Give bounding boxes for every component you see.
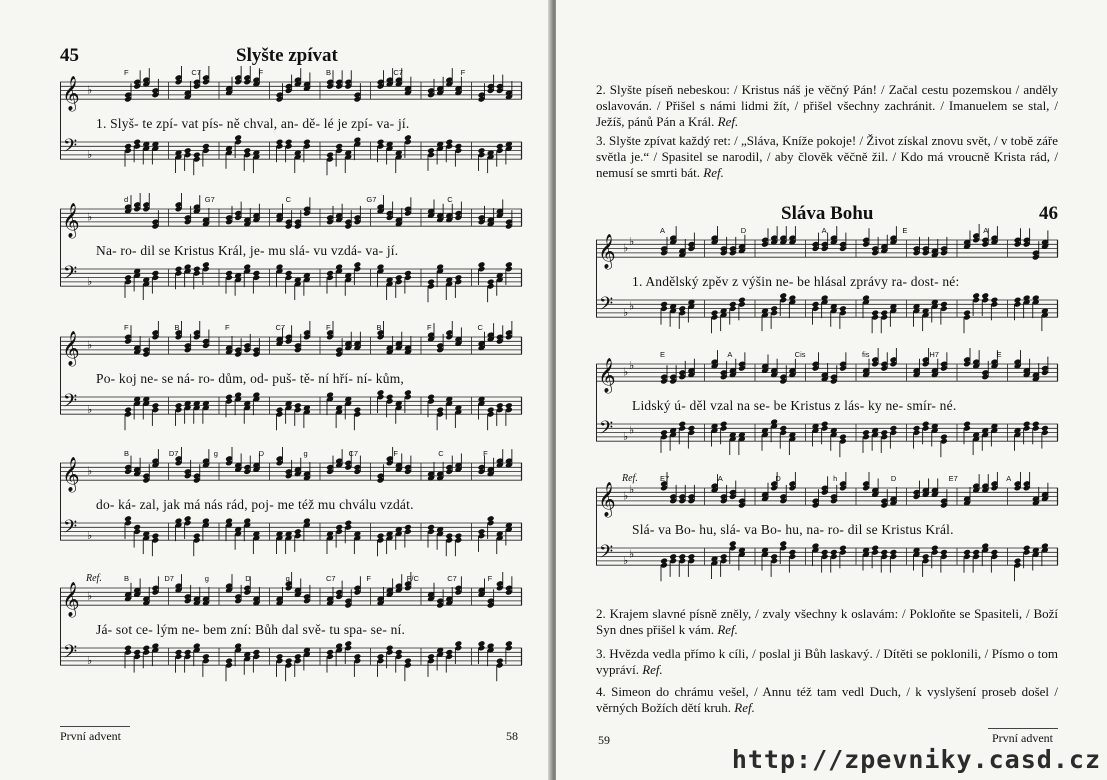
svg-text:♭: ♭ [623, 430, 629, 443]
chord-symbol: C7 [393, 68, 403, 77]
chord-symbol: B [376, 323, 382, 332]
svg-text:♭: ♭ [623, 554, 629, 567]
chord-symbol: F [427, 323, 432, 332]
right-page [556, 0, 1107, 780]
svg-text:♭: ♭ [87, 654, 93, 667]
song-number: 45 [60, 45, 79, 66]
music-system [596, 348, 1058, 470]
svg-text:♭: ♭ [87, 403, 93, 416]
bass-clef-icon: 𝄢 [63, 516, 78, 542]
verse: 2. Slyšte píseň nebeskou: / Kristus náš je věčný Pán! / Začal cestu pozemskou / anděly oslavován. / Přišel s námi lidmi žít, / přišel všechny zachránit. / Imanuelem se stal, / Ježíš, pánů Pán a Král. Ref. [596, 82, 1058, 129]
chord-symbol: F [326, 323, 331, 332]
footer-section: První advent [60, 729, 121, 743]
lyric-line: Na- ro- dil se Kristus Král, je- mu slá- vu vzdá- va- jí. [96, 243, 399, 258]
song-title: Sláva Bohu [781, 203, 874, 224]
treble-clef-icon: 𝄞 [62, 76, 80, 112]
bass-clef-icon: 𝄢 [599, 417, 614, 443]
chord-symbol: C7 [326, 574, 336, 583]
chord-symbol: H7 [929, 350, 939, 359]
page-number: 58 [506, 729, 518, 743]
svg-text:♭: ♭ [629, 484, 635, 497]
chord-symbol: E [996, 350, 1002, 359]
chord-symbol: E7 [660, 474, 670, 483]
chord-symbol: A [821, 226, 827, 235]
chord-symbol: B [124, 449, 130, 458]
chord-symbol: F [393, 449, 398, 458]
chord-symbol: B [174, 323, 180, 332]
watermark: http://zpevniky.casd.cz [731, 745, 1101, 774]
chord-symbol: g [285, 574, 290, 583]
chord-symbol: A [983, 226, 989, 235]
chord-symbol: D [775, 474, 781, 483]
treble-clef-icon: 𝄞 [598, 482, 616, 518]
bass-clef-icon: 𝄢 [599, 293, 614, 319]
lyric-line: 1. Slyš- te zpí- vat pís- ně chval, an- dě- lé je zpí- va- jí. [96, 116, 410, 131]
music-system [596, 224, 1058, 346]
svg-text:♭: ♭ [87, 465, 93, 478]
svg-text:♭: ♭ [87, 84, 93, 97]
chord-symbol: A [717, 474, 723, 483]
chord-symbol: g [204, 574, 209, 583]
chord-symbol: g [303, 449, 308, 458]
treble-clef-icon: 𝄞 [62, 582, 80, 618]
bass-clef-icon: 𝄢 [63, 262, 78, 288]
song-title: Slyšte zpívat [236, 45, 338, 66]
chord-symbol: C7 [447, 574, 457, 583]
music-system [60, 321, 522, 443]
svg-text:♭: ♭ [623, 242, 629, 255]
chord-symbol: B [326, 68, 332, 77]
chord-symbol: F [460, 68, 466, 77]
treble-clef-icon: 𝄞 [62, 203, 80, 239]
lyric-line: do- ká- zal, jak má nás rád, poj- me též mu chválu vzdát. [96, 497, 414, 512]
svg-text:♭: ♭ [629, 300, 635, 313]
svg-text:♭: ♭ [87, 211, 93, 224]
chord-symbol: D7 [168, 449, 179, 458]
chord-symbol: h [833, 474, 838, 483]
chord-symbol: C7 [275, 323, 286, 332]
chord-symbol: E [660, 350, 666, 359]
chord-symbol: G7 [204, 195, 215, 204]
chord-symbol: D7 [164, 574, 174, 583]
chord-symbol: Cis [794, 350, 806, 359]
lyric-line: Lidský ú- děl vzal na se- be Kristus z lás- ky ne- smír- né. [632, 398, 957, 413]
chord-symbol: A [727, 350, 733, 359]
treble-clef-icon: 𝄞 [598, 234, 616, 270]
chord-symbol: D [258, 449, 265, 458]
svg-text:♭: ♭ [623, 490, 629, 503]
verse: 3. Hvězda vedla přímo k cíli, / poslal ji Bůh laskavý. / Dítěti se poklonili, / Písmo o tom vypráví. Ref. [596, 646, 1058, 677]
chord-symbol: B [124, 574, 130, 583]
bass-clef-icon: 𝄢 [63, 641, 78, 667]
lyric-line: Po- koj ne- se ná- ro- dům, od- puš- tě- ní hří- ní- kům, [96, 371, 404, 386]
music-system [60, 447, 522, 569]
chord-symbol: C7 [191, 68, 201, 77]
verse: 2. Krajem slavné písně zněly, / zvaly všechny k oslavám: / Pokloňte se Spasiteli, / Boží Syn dnes přišel k vám. Ref. [596, 606, 1058, 637]
lyric-line: Slá- va Bo- hu, slá- va Bo- hu, na- ro- dil se Kristus Král. [632, 522, 954, 537]
song-number: 46 [1039, 203, 1058, 224]
bass-clef-icon: 𝄢 [63, 135, 78, 161]
treble-clef-icon: 𝄞 [598, 358, 616, 394]
svg-text:♭: ♭ [87, 590, 93, 603]
lyric-line: Já- sot ce- lým ne- bem zní: Bůh dal svě- tu spa- se- ní. [96, 622, 406, 637]
chord-symbol: F [124, 68, 129, 77]
bass-clef-icon: 𝄢 [599, 541, 614, 567]
chord-symbol: E7 [948, 474, 958, 483]
music-system [60, 193, 522, 315]
svg-text:♭: ♭ [87, 148, 93, 161]
refrain-mark: Ref. [86, 573, 102, 584]
chord-symbol: C [477, 323, 483, 332]
chord-symbol: E [902, 226, 908, 235]
chord-symbol: A [660, 226, 666, 235]
chord-symbol: F [225, 323, 230, 332]
svg-text:♭: ♭ [623, 366, 629, 379]
chord-symbol: F [483, 449, 488, 458]
chord-symbol: F [258, 68, 264, 77]
lyric-line: 1. Andělský zpěv z výšin ne- be hlásal zprávy ra- dost- né: [632, 274, 960, 289]
chord-symbol: D [245, 574, 251, 583]
chord-symbol: g [213, 449, 218, 458]
chord-symbol: G7 [366, 195, 377, 204]
chord-symbol: D [890, 474, 897, 483]
treble-clef-icon: 𝄞 [62, 331, 80, 367]
music-system [596, 472, 1058, 594]
footer-section: První advent [992, 731, 1053, 745]
chord-symbol: C7 [348, 449, 359, 458]
music-system [60, 66, 522, 188]
svg-text:♭: ♭ [629, 548, 635, 561]
svg-text:♭: ♭ [87, 529, 93, 542]
svg-text:♭: ♭ [87, 275, 93, 288]
chord-symbol: C [438, 449, 444, 458]
chord-symbol: F [366, 574, 371, 583]
svg-text:♭: ♭ [87, 339, 93, 352]
svg-text:♭: ♭ [629, 424, 635, 437]
bass-clef-icon: 𝄢 [63, 390, 78, 416]
page-number: 59 [598, 733, 610, 747]
chord-symbol: F [487, 574, 493, 583]
treble-clef-icon: 𝄞 [62, 457, 80, 493]
left-page [0, 0, 552, 780]
verse: 3. Slyšte zpívat každý ret: / „Sláva, Kníže pokoje! / Život získal znovu svět, / v tobě záře světla je.“ / Spasitel se narodil, / aby člověk věčně žil. / Kdo má vroucně Krista rád, / nemusí se smrti bát. Ref. [596, 133, 1058, 180]
verse: 4. Simeon do chrámu vešel, / Annu též tam vedl Duch, / k vyslyšení proseb došel / věrných Božích dětí kruh. Ref. [596, 684, 1058, 715]
svg-text:♭: ♭ [629, 236, 635, 249]
refrain-mark: Ref. [622, 473, 638, 484]
chord-symbol: C [285, 195, 292, 204]
chord-symbol: C [447, 195, 453, 204]
svg-text:♭: ♭ [623, 306, 629, 319]
music-system [60, 572, 522, 694]
chord-symbol: fis [862, 350, 870, 359]
chord-symbol: F [124, 323, 129, 332]
chord-symbol: D [740, 226, 747, 235]
chord-symbol: F/C [406, 574, 419, 583]
chord-symbol: A [1006, 474, 1012, 483]
chord-symbol: d [124, 195, 129, 204]
svg-text:♭: ♭ [629, 360, 635, 373]
